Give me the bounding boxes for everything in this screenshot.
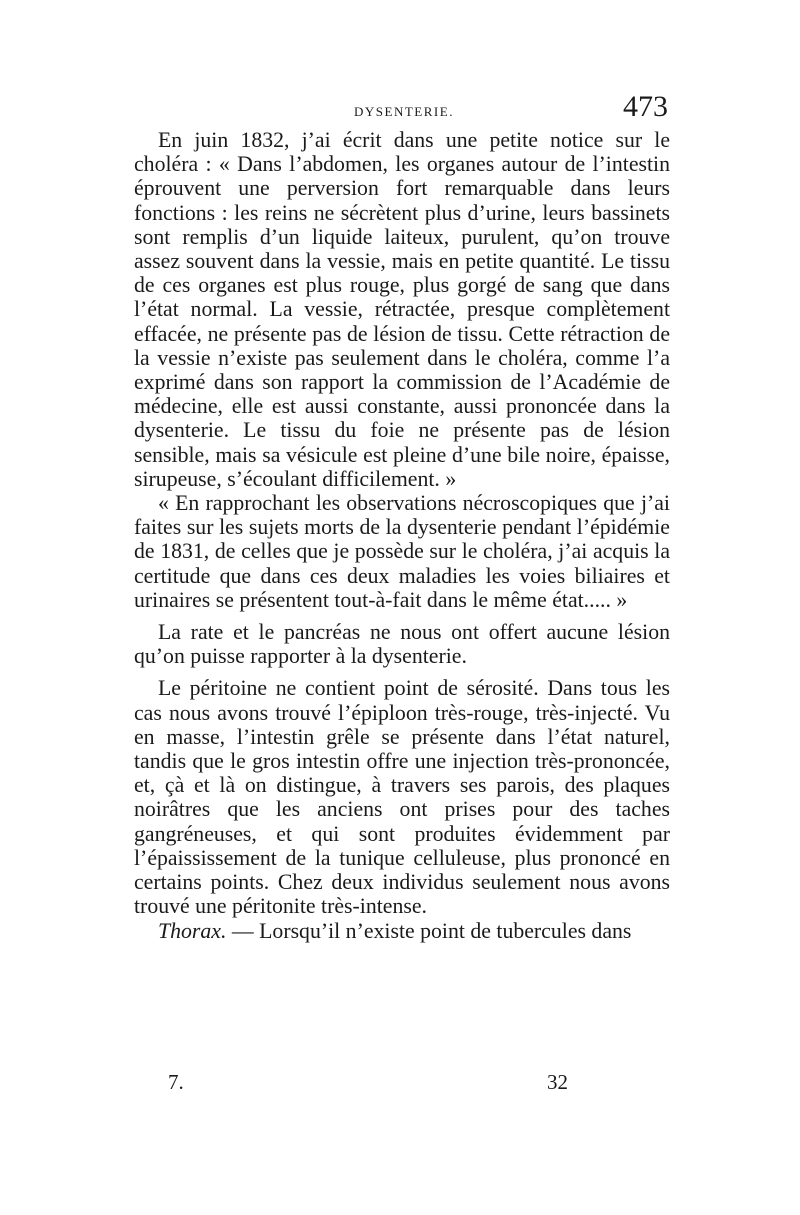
paragraph-thorax: [134, 919, 670, 943]
signature-mark: 7.: [168, 1070, 184, 1094]
page-number: 473: [623, 90, 668, 123]
paragraph: En juin 1832, j’ai écrit dans une petite notice sur le choléra : « Dans l’abdomen, les organes autour de l’intestin éprouvent une perversion fort remarquable dans leurs fonctions : les reins ne sécrètent plus d’urine, leurs bassinets sont remplis d’un liquide laiteux, purulent, qu’on trouve assez souvent dans la vessie, mais en petite quantité. Le tissu de ces organes est plus rouge, plus gorgé de sang que dans l’état normal. La vessie, rétractée, presque complètement effacée, ne présente pas de lésion de tissu. Cette rétraction de la vessie n’existe pas seulement dans le choléra, comme l’a exprimé dans son rapport la commission de l’Académie de médecine, elle est aussi constante, aussi prononcée dans la dysenterie. Le tissu du foie ne présente pas de lésion sensible, mais sa vésicule est pleine d’une bile noire, épaisse, sirupeuse, s’écoulant difficilement. »: [134, 128, 670, 491]
body-text: [134, 128, 670, 943]
sheet-number: 32: [547, 1070, 568, 1094]
page-footer: [168, 1070, 568, 1100]
paragraph: La rate et le pancréas ne nous ont offert aucune lésion qu’on puisse rapporter à la dysenterie.: [134, 620, 670, 669]
page-header: [136, 90, 672, 130]
paragraph: Le péritoine ne contient point de sérosité. Dans tous les cas nous avons trouvé l’épiploon très-rouge, très-injecté. Vu en masse, l’intestin grêle se présente dans l’état naturel, tandis que le gros intestin offre une injection très-prononcée, et, çà et là on distingue, à travers ses parois, des plaques noirâtres que les anciens ont prises pour des taches gangréneuses, et qui sont produites évidemment par l’épaississement de la tunique celluleuse, plus prononcé en certains points. Chez deux individus seulement nous avons trouvé une péritonite très-intense.: [134, 676, 670, 919]
running-title: DYSENTERIE.: [354, 104, 454, 119]
paragraph: « En rapprochant les observations nécroscopiques que j’ai faites sur les sujets morts de la dysenterie pendant l’épidémie de 1831, de celles que je possède sur le choléra, j’ai acquis la certitude que dans ces deux maladies les voies biliaires et urinaires se présentent tout-à-fait dans le même état..... »: [134, 491, 670, 612]
paragraph-text: — Lorsqu’il n’existe point de tubercules dans: [226, 918, 632, 943]
section-label: Thorax.: [157, 918, 227, 943]
